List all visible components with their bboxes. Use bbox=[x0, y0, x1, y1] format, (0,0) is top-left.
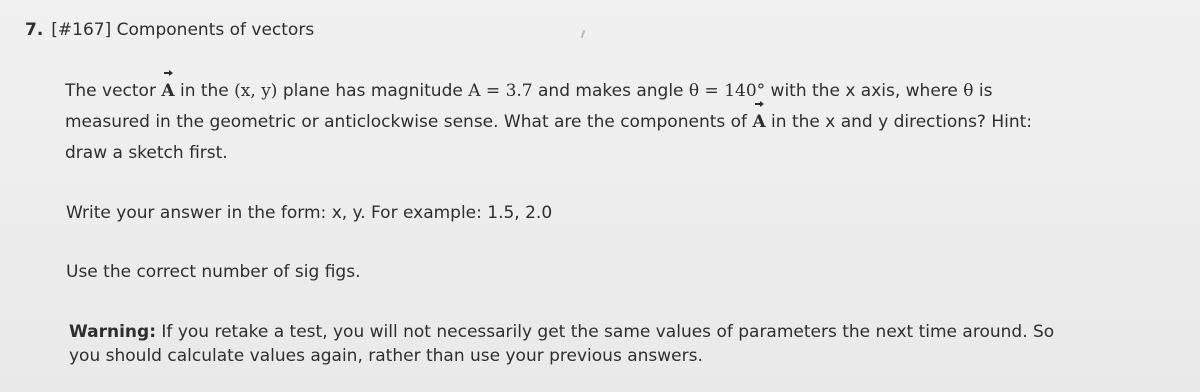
text-segment: measured in the geometric or anticlockwise sense. What are the components of bbox=[65, 112, 753, 132]
question-number: 7. bbox=[25, 20, 44, 40]
text-segment: plane has magnitude bbox=[277, 81, 469, 101]
vector-a-symbol: A bbox=[752, 107, 765, 138]
question-title: [#167] Components of vectors bbox=[51, 20, 315, 40]
angle-math: θ = 140° bbox=[688, 81, 766, 101]
question-header bbox=[25, 20, 314, 40]
problem-line-1 bbox=[65, 76, 1185, 107]
text-segment: The vector bbox=[65, 81, 162, 101]
text-segment: and makes angle bbox=[532, 81, 689, 101]
answer-format-instruction: Write your answer in the form: x, y. For example: 1.5, 2.0 bbox=[66, 203, 553, 223]
magnitude-math: A = 3.7 bbox=[468, 81, 533, 101]
text-segment: is bbox=[973, 81, 993, 101]
warning-note bbox=[69, 320, 1189, 368]
problem-statement bbox=[65, 76, 1185, 169]
vector-a-symbol: A bbox=[161, 76, 174, 107]
sig-figs-instruction: Use the correct number of sig figs. bbox=[66, 262, 361, 282]
text-segment: with the x axis, where bbox=[765, 81, 964, 101]
warning-line-1 bbox=[69, 320, 1189, 344]
stray-mark bbox=[581, 30, 586, 38]
problem-line-3: draw a sketch first. bbox=[65, 143, 228, 163]
text-segment: in the bbox=[174, 81, 235, 101]
warning-line-2: you should calculate values again, rather than use your previous answers. bbox=[69, 346, 703, 366]
problem-line-2 bbox=[65, 107, 1185, 138]
text-segment: If you retake a test, you will not necessarily get the same values of parameters the next time around. So bbox=[156, 322, 1055, 342]
warning-label: Warning: bbox=[69, 322, 157, 342]
text-segment: in the x and y directions? Hint: bbox=[765, 112, 1033, 132]
plane-math: (x, y) bbox=[234, 81, 278, 101]
theta-math: θ bbox=[963, 81, 974, 101]
